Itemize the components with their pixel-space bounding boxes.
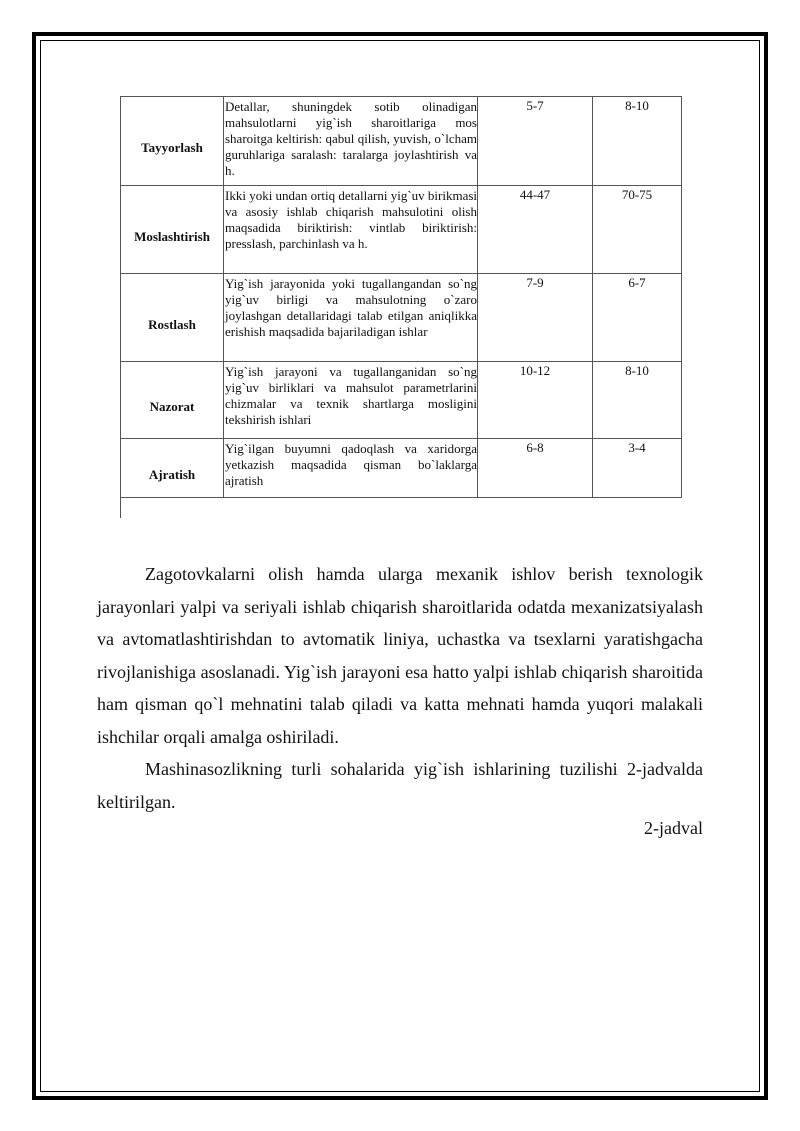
table-row (121, 439, 682, 498)
table-border-tail (120, 486, 121, 518)
operation-description: Yig`ish jarayonida yoki tugallangandan so`ng yig`uv birligi va mahsulotning o`zaro joylashgan detallaridagi talab etilgan aniqlikka erishish maqsadida bajariladigan ishlar (224, 274, 478, 362)
value-range-1: 7-9 (478, 274, 593, 362)
value-range-2: 3-4 (593, 439, 682, 498)
operation-name-cell (121, 97, 224, 186)
value-range-2: 8-10 (593, 362, 682, 439)
body-paragraph: Zagotovkalarni olish hamda ularga mexanik ishlov berish texnologik jarayonlari yalpi va seriyali ishlab chiqarish sharoitlarida odatda mexanizatsiyalash va avtomatlashtirishdan to avtomatik liniya, uchastka va tsexlarni yaratishgacha rivojlanishiga asoslanadi. Yig`ish jarayoni esa hatto yalpi ishlab chiqarish sharoitida ham qisman qo`l mehnatini talab qiladi va katta mehnati hamda yuqori malakali ishchilar orqali amalga oshiriladi. (97, 564, 703, 747)
value-range-1: 5-7 (478, 97, 593, 186)
operation-description: Yig`ish jarayoni va tugallanganidan so`ng yig`uv birliklari va mahsulot parametrlarini chizmalar va texnik shartlarga mosligini tekshirish ishlari (224, 362, 478, 439)
operation-name: Tayyorlash (141, 140, 203, 155)
table-row (121, 186, 682, 274)
operation-name: Ajratish (148, 467, 196, 482)
value-range-2: 6-7 (593, 274, 682, 362)
value-range-1: 10-12 (478, 362, 593, 439)
value-range-1: 6-8 (478, 439, 593, 498)
operation-name: Nazorat (149, 399, 195, 414)
table-row (121, 362, 682, 439)
operation-name-cell (121, 362, 224, 439)
operation-name: Rostlash (148, 316, 196, 332)
body-paragraph: Mashinasozlikning turli sohalarida yig`ish ishlarining tuzilishi 2-jadvalda keltirilgan. (97, 759, 703, 812)
operation-name-cell (121, 439, 224, 498)
value-range-1: 44-47 (478, 186, 593, 274)
operations-table (120, 96, 682, 498)
operation-name-cell (121, 186, 224, 274)
operation-name-cell (121, 274, 224, 362)
operation-description: Ikki yoki undan ortiq detallarni yig`uv birikmasi va asosiy ishlab chiqarish mahsulotini olish maqsadida biriktirish: vintlab biriktirish: presslash, parchinlash va h. (224, 186, 478, 274)
value-range-2: 8-10 (593, 97, 682, 186)
table-caption: 2-jadval (644, 818, 703, 838)
value-range-2: 70-75 (593, 186, 682, 274)
operation-description: Detallar, shuningdek sotib olinadigan mahsulotlarni yig`ish sharoitlariga mos sharoitga keltirish: qabul qilish, yuvish, o`lcham guruhlariga saralash: taralarga joylashtirish va h. (224, 97, 478, 186)
table-row (121, 274, 682, 362)
operation-name: Moslashtirish (134, 228, 210, 244)
operation-description: Yig`ilgan buyumni qadoqlash va xaridorga yetkazish maqsadida qisman bo`laklarga ajratish (224, 439, 478, 498)
table-row (121, 97, 682, 186)
